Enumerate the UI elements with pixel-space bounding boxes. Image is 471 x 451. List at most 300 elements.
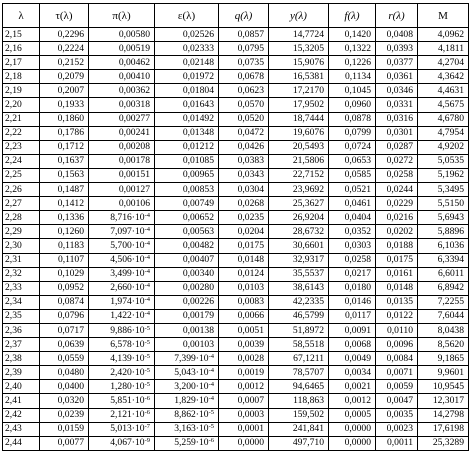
header-pi: π(λ) — [89, 4, 155, 28]
cell-pi: $4,506\cdot 10^{-4}$ — [89, 253, 155, 267]
cell-mach: 10,9545 — [418, 380, 469, 394]
cell-epsilon: 0,02148 — [155, 56, 219, 70]
cell-r: 0,0011 — [376, 436, 418, 450]
cell-exponent: -4 — [208, 380, 214, 388]
cell-epsilon: 0,00226 — [155, 295, 219, 309]
cell-epsilon: 0,01492 — [155, 112, 219, 126]
cell-exponent: -5 — [144, 352, 150, 360]
cell-lambda: 2,18 — [3, 70, 40, 84]
cell-pi: $5,013\cdot 10^{-7}$ — [89, 422, 155, 436]
cell-epsilon: $8,862\cdot 10^{-5}$ — [155, 408, 219, 422]
table-row — [3, 84, 469, 98]
cell-tau: 0,1183 — [40, 239, 89, 253]
cell-mach: 14,2798 — [418, 408, 469, 422]
cell-exponent: -4 — [144, 282, 150, 290]
cell-pi: 0,00178 — [89, 154, 155, 168]
cell-r: 0,0229 — [376, 197, 418, 211]
cell-f: 0,1322 — [329, 42, 376, 56]
cell-q: 0,0051 — [219, 323, 269, 337]
cell-mach: 4,9202 — [418, 140, 469, 154]
cell-tau: 0,1260 — [40, 225, 89, 239]
cell-r: 0,0287 — [376, 140, 418, 154]
cell-mach: 5,1962 — [418, 168, 469, 182]
table-row — [3, 183, 469, 197]
cell-epsilon: 0,02526 — [155, 28, 219, 42]
header-tau: τ(λ) — [40, 4, 89, 28]
cell-f: 0,0034 — [329, 366, 376, 380]
cell-exponent: -5 — [208, 423, 214, 431]
cell-q: 0,0003 — [219, 408, 269, 422]
table-row — [3, 436, 469, 450]
cell-f: 0,0799 — [329, 126, 376, 140]
cell-f: 0,0117 — [329, 309, 376, 323]
cell-epsilon: $5,259\cdot 10^{-6}$ — [155, 436, 219, 450]
cell-lambda: 2,39 — [3, 366, 40, 380]
table-body — [3, 28, 469, 451]
cell-epsilon: $7,399\cdot 10^{-4}$ — [155, 352, 219, 366]
cell-q: 0,0623 — [219, 84, 269, 98]
cell-epsilon: 0,00179 — [155, 309, 219, 323]
cell-exponent: -4 — [144, 310, 150, 318]
cell-mach: 17,6198 — [418, 422, 469, 436]
cell-f: 0,1045 — [329, 84, 376, 98]
cell-r: 0,0084 — [376, 352, 418, 366]
cell-pi: 0,00462 — [89, 56, 155, 70]
cell-tau: 0,2007 — [40, 84, 89, 98]
cell-f: 0,0258 — [329, 253, 376, 267]
cell-y: 15,3205 — [269, 42, 329, 56]
cell-q: 0,0735 — [219, 56, 269, 70]
cell-lambda: 2,23 — [3, 140, 40, 154]
cell-lambda: 2,42 — [3, 408, 40, 422]
table-row — [3, 323, 469, 337]
cell-y: 32,9317 — [269, 253, 329, 267]
cell-pi: 0,00277 — [89, 112, 155, 126]
header-epsilon: ε(λ) — [155, 4, 219, 28]
cell-q: 0,0678 — [219, 70, 269, 84]
cell-mach: 4,7954 — [418, 126, 469, 140]
cell-lambda: 2,36 — [3, 323, 40, 337]
table-row — [3, 239, 469, 253]
cell-lambda: 2,28 — [3, 211, 40, 225]
cell-mach: 7,6044 — [418, 309, 469, 323]
cell-mach: 4,0962 — [418, 28, 469, 42]
cell-pi: 0,00580 — [89, 28, 155, 42]
cell-epsilon: 0,01212 — [155, 140, 219, 154]
cell-f: 0,0960 — [329, 98, 376, 112]
cell-q: 0,0028 — [219, 352, 269, 366]
cell-epsilon: $1,829\cdot 10^{-4}$ — [155, 394, 219, 408]
cell-r: 0,0122 — [376, 309, 418, 323]
header-lambda: λ — [3, 4, 40, 28]
cell-r: 0,0272 — [376, 154, 418, 168]
cell-tau: 0,1563 — [40, 168, 89, 182]
cell-tau: 0,1412 — [40, 197, 89, 211]
cell-r: 0,0175 — [376, 253, 418, 267]
cell-f: 0,0585 — [329, 168, 376, 182]
cell-mach: 4,2704 — [418, 56, 469, 70]
cell-lambda: 2,32 — [3, 267, 40, 281]
cell-q: 0,0007 — [219, 394, 269, 408]
cell-exponent: -6 — [208, 437, 214, 445]
cell-exponent: -4 — [208, 394, 214, 402]
cell-r: 0,0148 — [376, 281, 418, 295]
cell-mach: 4,1811 — [418, 42, 469, 56]
cell-y: 16,5381 — [269, 70, 329, 84]
cell-q: 0,0268 — [219, 197, 269, 211]
cell-r: 0,0035 — [376, 408, 418, 422]
cell-pi: $6,578\cdot 10^{-5}$ — [89, 338, 155, 352]
cell-epsilon: 0,01643 — [155, 98, 219, 112]
cell-exponent: -5 — [144, 324, 150, 332]
cell-mach: 6,8942 — [418, 281, 469, 295]
cell-pi: $2,121\cdot 10^{-6}$ — [89, 408, 155, 422]
cell-y: 18,7444 — [269, 112, 329, 126]
cell-r: 0,0361 — [376, 70, 418, 84]
cell-mach: 5,6943 — [418, 211, 469, 225]
cell-pi: 0,00410 — [89, 70, 155, 84]
cell-pi: 0,00318 — [89, 98, 155, 112]
cell-q: 0,0083 — [219, 295, 269, 309]
cell-lambda: 2,37 — [3, 338, 40, 352]
cell-mach: 12,3017 — [418, 394, 469, 408]
cell-tau: 0,0320 — [40, 394, 89, 408]
cell-r: 0,0059 — [376, 380, 418, 394]
cell-exponent: -4 — [144, 254, 150, 262]
cell-f: 0,0091 — [329, 323, 376, 337]
cell-pi: 0,00519 — [89, 42, 155, 56]
table-row — [3, 352, 469, 366]
cell-f: 0,1134 — [329, 70, 376, 84]
cell-q: 0,0148 — [219, 253, 269, 267]
cell-pi: $1,280\cdot 10^{-5}$ — [89, 380, 155, 394]
cell-exponent: -6 — [144, 394, 150, 402]
cell-mach: 4,4631 — [418, 84, 469, 98]
table-row — [3, 56, 469, 70]
cell-lambda: 2,22 — [3, 126, 40, 140]
cell-exponent: -5 — [144, 338, 150, 346]
cell-f: 0,0146 — [329, 295, 376, 309]
cell-r: 0,0135 — [376, 295, 418, 309]
table-row — [3, 408, 469, 422]
cell-tau: 0,2079 — [40, 70, 89, 84]
cell-y: 51,8972 — [269, 323, 329, 337]
cell-pi: 0,00362 — [89, 84, 155, 98]
cell-r: 0,0393 — [376, 42, 418, 56]
cell-pi: $7,097\cdot 10^{-4}$ — [89, 225, 155, 239]
cell-tau: 0,0874 — [40, 295, 89, 309]
cell-lambda: 2,29 — [3, 225, 40, 239]
cell-q: 0,0857 — [219, 28, 269, 42]
cell-mach: 9,1865 — [418, 352, 469, 366]
cell-r: 0,0216 — [376, 211, 418, 225]
cell-lambda: 2,15 — [3, 28, 40, 42]
cell-mach: 6,3394 — [418, 253, 469, 267]
cell-lambda: 2,40 — [3, 380, 40, 394]
cell-y: 26,9204 — [269, 211, 329, 225]
table-row — [3, 295, 469, 309]
cell-epsilon: 0,01348 — [155, 126, 219, 140]
table-row — [3, 338, 469, 352]
cell-tau: 0,0400 — [40, 380, 89, 394]
cell-y: 42,2335 — [269, 295, 329, 309]
table-row — [3, 168, 469, 182]
cell-r: 0,0346 — [376, 84, 418, 98]
cell-pi: 0,00208 — [89, 140, 155, 154]
cell-lambda: 2,41 — [3, 394, 40, 408]
cell-tau: 0,1487 — [40, 183, 89, 197]
cell-lambda: 2,44 — [3, 436, 40, 450]
cell-q: 0,0019 — [219, 366, 269, 380]
cell-y: 22,7152 — [269, 168, 329, 182]
cell-q: 0,0124 — [219, 267, 269, 281]
cell-epsilon: 0,01085 — [155, 154, 219, 168]
cell-lambda: 2,26 — [3, 183, 40, 197]
table-row — [3, 422, 469, 436]
table-row — [3, 42, 469, 56]
header-mach: M — [418, 4, 469, 28]
cell-r: 0,0188 — [376, 239, 418, 253]
cell-epsilon: 0,01804 — [155, 84, 219, 98]
cell-mach: 5,8896 — [418, 225, 469, 239]
cell-y: 159,502 — [269, 408, 329, 422]
cell-y: 23,9692 — [269, 183, 329, 197]
cell-tau: 0,1336 — [40, 211, 89, 225]
cell-f: 0,0461 — [329, 197, 376, 211]
cell-epsilon: 0,00138 — [155, 323, 219, 337]
cell-q: 0,0570 — [219, 98, 269, 112]
cell-mach: 8,0438 — [418, 323, 469, 337]
cell-tau: 0,1637 — [40, 154, 89, 168]
cell-tau: 0,1933 — [40, 98, 89, 112]
cell-y: 497,710 — [269, 436, 329, 450]
cell-lambda: 2,27 — [3, 197, 40, 211]
table-row — [3, 380, 469, 394]
cell-q: 0,0383 — [219, 154, 269, 168]
cell-lambda: 2,33 — [3, 281, 40, 295]
cell-epsilon: 0,00749 — [155, 197, 219, 211]
cell-exponent: -9 — [144, 437, 150, 445]
cell-y: 118,863 — [269, 394, 329, 408]
cell-epsilon: 0,00965 — [155, 168, 219, 182]
table-row — [3, 281, 469, 295]
cell-exponent: -5 — [144, 380, 150, 388]
cell-r: 0,0071 — [376, 366, 418, 380]
cell-epsilon: 0,00103 — [155, 338, 219, 352]
cell-pi: $1,974\cdot 10^{-4}$ — [89, 295, 155, 309]
cell-lambda: 2,21 — [3, 112, 40, 126]
cell-f: 0,0012 — [329, 394, 376, 408]
table-row — [3, 225, 469, 239]
cell-f: 0,1226 — [329, 56, 376, 70]
cell-r: 0,0023 — [376, 422, 418, 436]
cell-exponent: -4 — [144, 296, 150, 304]
cell-tau: 0,1860 — [40, 112, 89, 126]
cell-mach: 5,0535 — [418, 154, 469, 168]
cell-pi: $9,886\cdot 10^{-5}$ — [89, 323, 155, 337]
cell-q: 0,0039 — [219, 338, 269, 352]
cell-epsilon: 0,00563 — [155, 225, 219, 239]
cell-r: 0,0301 — [376, 126, 418, 140]
cell-r: 0,0316 — [376, 112, 418, 126]
table-row — [3, 366, 469, 380]
cell-q: 0,0175 — [219, 239, 269, 253]
gas-dynamic-functions-table — [2, 3, 469, 451]
table-row — [3, 197, 469, 211]
cell-y: 15,9076 — [269, 56, 329, 70]
cell-pi: 0,00241 — [89, 126, 155, 140]
table-row — [3, 309, 469, 323]
cell-f: 0,0021 — [329, 380, 376, 394]
cell-tau: 0,2296 — [40, 28, 89, 42]
cell-tau: 0,0952 — [40, 281, 89, 295]
cell-tau: 0,2152 — [40, 56, 89, 70]
cell-pi: $5,700\cdot 10^{-4}$ — [89, 239, 155, 253]
cell-q: 0,0012 — [219, 380, 269, 394]
table-row — [3, 98, 469, 112]
table-row — [3, 211, 469, 225]
table-row — [3, 70, 469, 84]
cell-exponent: -4 — [144, 225, 150, 233]
cell-f: 0,1420 — [329, 28, 376, 42]
cell-r: 0,0377 — [376, 56, 418, 70]
cell-r: 0,0408 — [376, 28, 418, 42]
cell-f: 0,0180 — [329, 281, 376, 295]
cell-tau: 0,2224 — [40, 42, 89, 56]
cell-mach: 7,2255 — [418, 295, 469, 309]
cell-mach: 4,6780 — [418, 112, 469, 126]
cell-pi: $2,420\cdot 10^{-5}$ — [89, 366, 155, 380]
cell-y: 241,841 — [269, 422, 329, 436]
cell-q: 0,0343 — [219, 168, 269, 182]
cell-exponent: -4 — [144, 239, 150, 247]
table-row — [3, 394, 469, 408]
cell-pi: $3,499\cdot 10^{-4}$ — [89, 267, 155, 281]
cell-epsilon: 0,00853 — [155, 183, 219, 197]
cell-y: 20,5493 — [269, 140, 329, 154]
cell-f: 0,0068 — [329, 338, 376, 352]
cell-f: 0,0217 — [329, 267, 376, 281]
cell-y: 58,5518 — [269, 338, 329, 352]
cell-tau: 0,0480 — [40, 366, 89, 380]
cell-tau: 0,0796 — [40, 309, 89, 323]
cell-lambda: 2,34 — [3, 295, 40, 309]
cell-q: 0,0001 — [219, 422, 269, 436]
cell-pi: $2,660\cdot 10^{-4}$ — [89, 281, 155, 295]
cell-lambda: 2,43 — [3, 422, 40, 436]
cell-lambda: 2,25 — [3, 168, 40, 182]
cell-y: 17,9502 — [269, 98, 329, 112]
cell-pi: 0,00127 — [89, 183, 155, 197]
cell-r: 0,0110 — [376, 323, 418, 337]
cell-exponent: -4 — [144, 211, 150, 219]
header-y: y(λ) — [269, 4, 329, 28]
cell-f: 0,0878 — [329, 112, 376, 126]
table-row — [3, 154, 469, 168]
cell-y: 46,5799 — [269, 309, 329, 323]
cell-lambda: 2,31 — [3, 253, 40, 267]
cell-lambda: 2,19 — [3, 84, 40, 98]
table-row — [3, 267, 469, 281]
cell-pi: $1,422\cdot 10^{-4}$ — [89, 309, 155, 323]
cell-epsilon: 0,00407 — [155, 253, 219, 267]
cell-q: 0,0000 — [219, 436, 269, 450]
cell-y: 30,6601 — [269, 239, 329, 253]
cell-r: 0,0161 — [376, 267, 418, 281]
cell-y: 38,6143 — [269, 281, 329, 295]
cell-y: 21,5806 — [269, 154, 329, 168]
cell-mach: 8,5620 — [418, 338, 469, 352]
cell-tau: 0,0239 — [40, 408, 89, 422]
cell-mach: 6,6011 — [418, 267, 469, 281]
cell-exponent: -6 — [144, 409, 150, 417]
cell-y: 25,3627 — [269, 197, 329, 211]
table-row — [3, 126, 469, 140]
cell-tau: 0,0159 — [40, 422, 89, 436]
cell-y: 17,2170 — [269, 84, 329, 98]
cell-q: 0,0304 — [219, 183, 269, 197]
cell-epsilon: 0,00482 — [155, 239, 219, 253]
cell-f: 0,0000 — [329, 436, 376, 450]
cell-exponent: -5 — [208, 409, 214, 417]
cell-lambda: 2,20 — [3, 98, 40, 112]
cell-tau: 0,1107 — [40, 253, 89, 267]
cell-lambda: 2,38 — [3, 352, 40, 366]
cell-epsilon: 0,00280 — [155, 281, 219, 295]
header-q: q(λ) — [219, 4, 269, 28]
cell-q: 0,0103 — [219, 281, 269, 295]
cell-y: 19,6076 — [269, 126, 329, 140]
cell-q: 0,0795 — [219, 42, 269, 56]
cell-q: 0,0426 — [219, 140, 269, 154]
cell-q: 0,0066 — [219, 309, 269, 323]
cell-lambda: 2,17 — [3, 56, 40, 70]
header-row — [3, 4, 469, 28]
cell-lambda: 2,16 — [3, 42, 40, 56]
cell-tau: 0,0639 — [40, 338, 89, 352]
cell-lambda: 2,30 — [3, 239, 40, 253]
cell-q: 0,0472 — [219, 126, 269, 140]
cell-q: 0,0235 — [219, 211, 269, 225]
cell-tau: 0,1786 — [40, 126, 89, 140]
cell-epsilon: 0,01972 — [155, 70, 219, 84]
cell-pi: $4,139\cdot 10^{-5}$ — [89, 352, 155, 366]
cell-mach: 9,9601 — [418, 366, 469, 380]
cell-y: 78,5707 — [269, 366, 329, 380]
cell-f: 0,0005 — [329, 408, 376, 422]
cell-exponent: -7 — [144, 423, 150, 431]
cell-epsilon: $3,200\cdot 10^{-4}$ — [155, 380, 219, 394]
table-row — [3, 253, 469, 267]
cell-mach: 4,5675 — [418, 98, 469, 112]
table-row — [3, 140, 469, 154]
cell-r: 0,0096 — [376, 338, 418, 352]
header-f: f(λ) — [329, 4, 376, 28]
cell-mach: 5,5150 — [418, 197, 469, 211]
cell-exponent: -5 — [144, 366, 150, 374]
cell-y: 67,1211 — [269, 352, 329, 366]
cell-y: 14,7724 — [269, 28, 329, 42]
cell-f: 0,0404 — [329, 211, 376, 225]
cell-pi: $5,851\cdot 10^{-6}$ — [89, 394, 155, 408]
cell-f: 0,0653 — [329, 154, 376, 168]
header-r: r(λ) — [376, 4, 418, 28]
cell-y: 35,5537 — [269, 267, 329, 281]
cell-mach: 25,3289 — [418, 436, 469, 450]
cell-epsilon: $5,043\cdot 10^{-4}$ — [155, 366, 219, 380]
cell-pi: 0,00106 — [89, 197, 155, 211]
cell-exponent: -4 — [144, 268, 150, 276]
